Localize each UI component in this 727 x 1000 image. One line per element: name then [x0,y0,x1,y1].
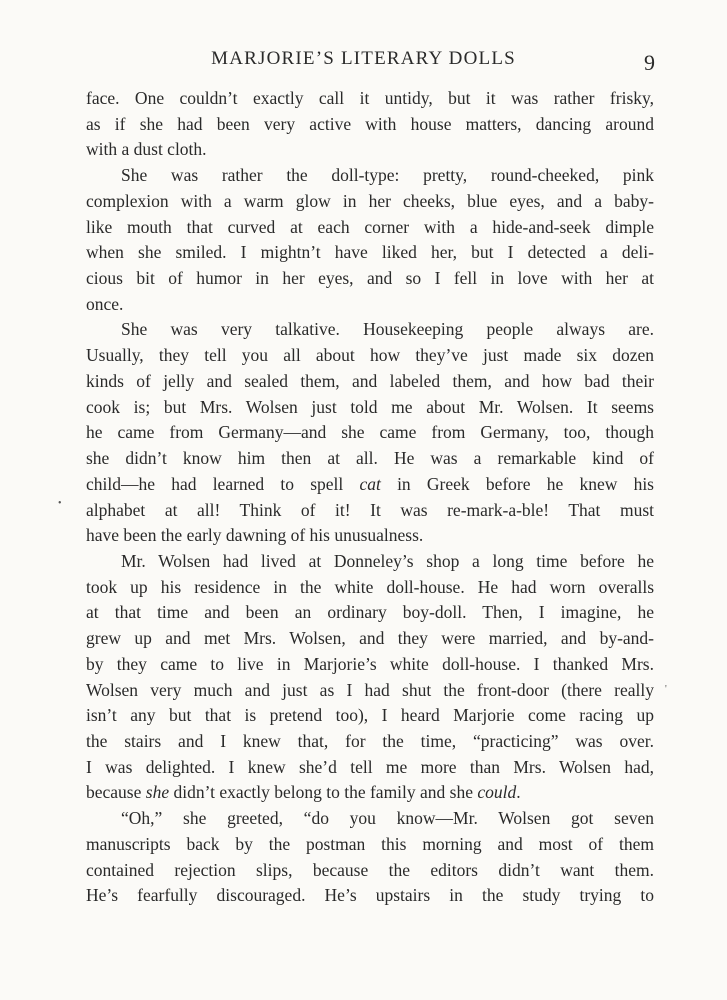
text-line: complexion with a warm glow in her cheeks, blue eyes, and a baby- [86,190,654,211]
text-line: because she didn’t exactly belong to the family and she could. [86,782,521,803]
text-line: took up his residence in the white doll-house. He had worn overalls [86,576,654,597]
italic-word: could [477,782,517,803]
text-line: he came from Germany—and she came from Germany, too, though [86,422,654,443]
body-text [86,86,654,909]
text-line: Wolsen very much and just as I had shut the front-door (there really [86,679,654,700]
text-line: isn’t any but that is pretend too), I heard Marjorie come racing up [86,705,654,726]
italic-word: she [145,782,170,803]
text-line: as if she had been very active with house matters, dancing around [86,113,654,134]
text-line: alphabet at all! Think of it! It was re-mark-a-ble! That must [86,499,654,520]
page-number: 9 [644,50,655,75]
text-line: with a dust cloth. [86,139,207,160]
text-line: She was very talkative. Housekeeping people always are. [121,319,654,340]
text-line: child—he had learned to spell cat in Greek before he knew his [86,473,654,494]
text-line: the stairs and I knew that, for the time, “practicing” was over. [86,730,654,751]
text-line: once. [86,293,124,314]
text-line: have been the early dawning of his unusualness. [86,525,424,546]
text-line: Mr. Wolsen had lived at Donneley’s shop a long time before he [121,550,654,571]
text-line: cious bit of humor in her eyes, and so I fell in love with her at [86,268,654,289]
text-line: I was delighted. I knew she’d tell me more than Mrs. Wolsen had, [86,756,654,777]
text-line: she didn’t know him then at all. He was a remarkable kind of [86,448,654,469]
text-line: She was rather the doll-type: pretty, round-cheeked, pink [121,165,654,186]
text-line: kinds of jelly and sealed them, and labeled them, and how bad their [86,370,654,391]
text-line: “Oh,” she greeted, “do you know—Mr. Wolsen got seven [121,808,654,829]
text-line: at that time and been an ordinary boy-doll. Then, I imagine, he [86,602,654,623]
text-line: like mouth that curved at each corner with a hide-and-seek dimple [86,216,654,237]
ink-speck-left: • [58,498,62,509]
page-header [0,44,727,74]
text-line: Usually, they tell you all about how they’ve just made six dozen [86,345,654,366]
text-line: manuscripts back by the postman this morning and most of them [86,833,654,854]
text-line: when she smiled. I mightn’t have liked her, but I detected a deli- [86,242,654,263]
text-line: grew up and met Mrs. Wolsen, and they were married, and by-and- [86,628,654,649]
running-title: MARJORIE’S LITERARY DOLLS [211,48,516,69]
text-line: He’s fearfully discouraged. He’s upstairs in the study trying to [86,885,654,906]
text-line: by they came to live in Marjorie’s white doll-house. I thanked Mrs. [86,653,654,674]
text-line: face. One couldn’t exactly call it untidy, but it was rather frisky, [86,88,654,108]
ink-speck-right: ' [665,684,667,695]
italic-word: cat [343,473,398,494]
text-line: cook is; but Mrs. Wolsen just told me about Mr. Wolsen. It seems [86,396,654,417]
text-line: contained rejection slips, because the editors didn’t want them. [86,859,654,880]
